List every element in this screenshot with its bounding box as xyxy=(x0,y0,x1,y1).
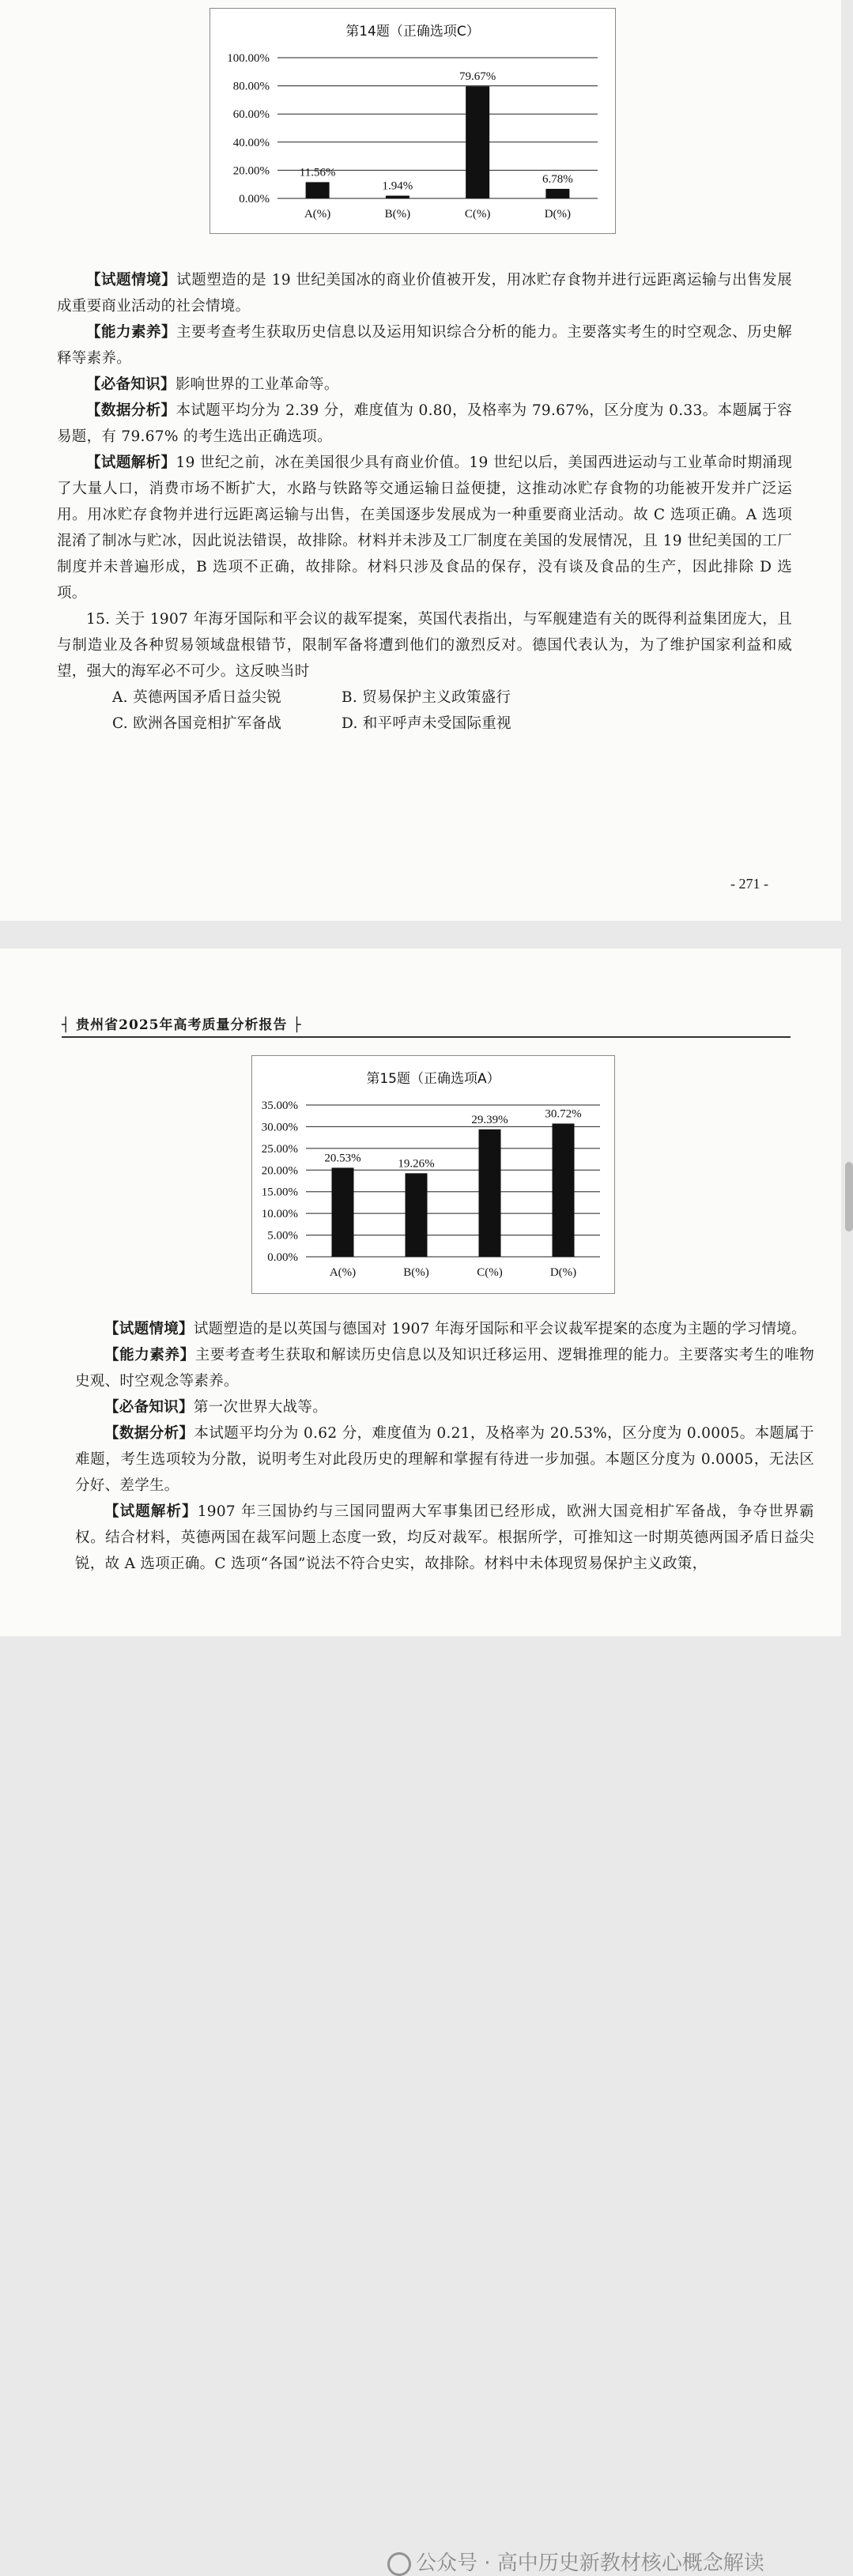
category-label: D(%) xyxy=(544,208,572,221)
y-tick-label: 0.00% xyxy=(239,193,270,206)
chart-svg xyxy=(252,1056,614,1293)
category-label: C(%) xyxy=(464,208,491,221)
paragraph-data-analysis xyxy=(75,1420,814,1499)
options-row xyxy=(112,711,792,737)
y-tick-label: 5.00% xyxy=(267,1229,298,1243)
section-tag: 【必备知识】 xyxy=(104,1399,194,1416)
category-label: A(%) xyxy=(304,208,331,221)
section-tag: 【能力素养】 xyxy=(86,324,177,341)
category-label: A(%) xyxy=(329,1266,357,1279)
question-15-bar-chart xyxy=(251,1055,615,1294)
category-label: D(%) xyxy=(549,1266,577,1279)
running-header xyxy=(62,1013,791,1037)
analysis-text-q14 xyxy=(57,267,792,737)
data-label: 29.39% xyxy=(471,1113,508,1126)
section-tag: 【试题情境】 xyxy=(104,1321,194,1337)
watermark xyxy=(387,2547,764,2576)
y-tick-label: 40.00% xyxy=(232,136,270,149)
section-text: 试题塑造的是 19 世纪美国冰的商业价值被开发，用冰贮存食物并进行远距离运输与出售发展成重要商业活动的社会情境。 xyxy=(57,272,792,315)
section-text: 本试题平均分为 2.39 分，难度值为 0.80，及格率为 79.67%，区分度为 0.33。本题属于容易题，有 79.67% 的考生选出正确选项。 xyxy=(57,402,792,445)
question-14-bar-chart xyxy=(209,8,616,234)
document-page-271 xyxy=(0,0,841,921)
y-tick-label: 15.00% xyxy=(261,1186,298,1199)
data-label: 30.72% xyxy=(545,1107,582,1121)
y-tick-label: 10.00% xyxy=(261,1208,298,1221)
y-tick-label: 35.00% xyxy=(261,1099,298,1112)
wechat-icon xyxy=(387,2552,411,2576)
question-15-options xyxy=(57,685,792,737)
section-tag: 【试题情境】 xyxy=(86,272,177,289)
paragraph-knowledge xyxy=(57,372,792,398)
options-row xyxy=(112,685,792,711)
category-label: B(%) xyxy=(384,208,411,221)
paragraph-knowledge xyxy=(75,1394,814,1420)
question-15-stem: 15. 关于 1907 年海牙国际和平会议的裁军提案，英国代表指出，与军舰建造有关的既得利益集团庞大，且与制造业及各种贸易领域盘根错节，限制军备将遭到他们的激烈反对。德国代表认为，为了维护国家利益和威望，强大的海军必不可少。这反映当时 xyxy=(57,611,792,680)
section-tag: 【必备知识】 xyxy=(86,376,176,393)
data-label: 19.26% xyxy=(398,1157,435,1171)
bar xyxy=(545,189,569,198)
section-text: 主要考查考生获取和解读历史信息以及知识迁移运用、逻辑推理的能力。主要落实考生的唯物史观、时空观念等素养。 xyxy=(75,1347,814,1390)
section-text: 1907 年三国协约与三国同盟两大军事集团已经形成，欧洲大国竞相扩军备战，争夺世界霸权。结合材料，英德两国在裁军问题上态度一致，均反对裁军。根据所学，可推知这一时期英德两国矛盾日益尖锐，故 A 选项正确。C 选项“各国”说法不符合史实，故排除。材料中未体现贸易保护主义政策， xyxy=(75,1503,814,1572)
y-tick-label: 100.00% xyxy=(227,52,270,65)
bar xyxy=(306,182,330,198)
data-label: 11.56% xyxy=(299,166,336,179)
bar xyxy=(553,1123,575,1257)
analysis-text-q15 xyxy=(75,1316,814,1577)
section-text: 主要考查考生获取历史信息以及运用知识综合分析的能力。主要落实考生的时空观念、历史解释等素养。 xyxy=(57,324,792,367)
section-tag: 【试题解析】 xyxy=(86,454,176,471)
bar xyxy=(386,196,410,198)
option-b: B. 贸易保护主义政策盛行 xyxy=(342,689,511,706)
y-tick-label: 25.00% xyxy=(261,1142,298,1156)
header-title-text: 贵州省2025年高考质量分析报告 xyxy=(76,1017,288,1033)
paragraph-scenario xyxy=(57,267,792,319)
paragraph-explanation xyxy=(57,450,792,606)
y-tick-label: 30.00% xyxy=(261,1121,298,1134)
section-tag: 【试题解析】 xyxy=(104,1503,198,1520)
chart-title: 第15题（正确选项A） xyxy=(366,1071,500,1087)
section-text: 试题塑造的是以英国与德国对 1907 年海牙国际和平会议裁军提案的态度为主题的学习情境。 xyxy=(193,1321,806,1337)
data-label: 79.67% xyxy=(459,70,496,84)
scrollbar-thumb[interactable] xyxy=(845,1162,853,1231)
section-tag: 【能力素养】 xyxy=(104,1347,195,1363)
y-tick-label: 20.00% xyxy=(261,1164,298,1178)
paragraph-scenario xyxy=(75,1316,814,1342)
paragraph-data-analysis xyxy=(57,398,792,450)
section-tag: 【数据分析】 xyxy=(86,402,176,419)
option-a: A. 英德两国矛盾日益尖锐 xyxy=(112,689,282,706)
bar xyxy=(466,86,489,198)
watermark-text: 公众号 · 高中历史新教材核心概念解读 xyxy=(416,2551,764,2575)
section-text: 19 世纪之前，冰在美国很少具有商业价值。19 世纪以后，美国西进运动与工业革命时期涌现了大量人口，消费市场不断扩大，水路与铁路等交通运输日益便捷，这推动冰贮存食物的功能被开发并广泛运用。用冰贮存食物并进行远距离运输与出售，在美国逐步发展成为一种重要商业活动。故 C 选项正确。A 选项混淆了制冰与贮冰，因此说法错误，故排除。材料并未涉及工厂制度在美国的发展情况，且 19 世纪美国的工厂制度并未普遍形成，B 选项不正确，故排除。材料只涉及食品的保存，没有谈及食品的生产，因此排除 D 选项。 xyxy=(57,454,793,602)
document-page-272 xyxy=(0,949,841,2575)
section-tag: 【数据分析】 xyxy=(104,1425,194,1442)
section-text: 第一次世界大战等。 xyxy=(193,1399,328,1416)
y-tick-label: 0.00% xyxy=(267,1251,298,1264)
bar xyxy=(479,1130,501,1257)
paragraph-ability xyxy=(75,1342,814,1394)
y-tick-label: 60.00% xyxy=(232,108,270,122)
section-text: 影响世界的工业革命等。 xyxy=(175,376,339,393)
paragraph-ability xyxy=(57,319,792,372)
data-label: 20.53% xyxy=(324,1152,361,1165)
data-label: 6.78% xyxy=(542,172,573,186)
y-tick-label: 80.00% xyxy=(232,80,270,93)
header-rule xyxy=(62,1036,791,1038)
category-label: C(%) xyxy=(477,1266,503,1279)
option-c: C. 欧洲各国竞相扩军备战 xyxy=(112,715,282,732)
paragraph-explanation xyxy=(75,1499,814,1577)
bar xyxy=(332,1167,354,1257)
chart-svg xyxy=(210,9,615,233)
page-number: - 271 - xyxy=(730,876,768,892)
section-text: 本试题平均分为 0.62 分，难度值为 0.21，及格率为 20.53%，区分度为 0.0005。本题属于难题，考生选项较为分散，说明考生对此段历史的理解和掌握有待进一步加强。本题区分度为 0.0005，无法区分好、差学生。 xyxy=(75,1425,814,1494)
option-d: D. 和平呼声未受国际重视 xyxy=(342,715,511,732)
data-label: 1.94% xyxy=(382,179,413,193)
header-title: ┤ 贵州省2025年高考质量分析报告 ├ xyxy=(62,1017,302,1033)
bar xyxy=(406,1173,428,1257)
category-label: B(%) xyxy=(403,1266,429,1279)
chart-title: 第14题（正确选项C） xyxy=(345,24,480,40)
y-tick-label: 20.00% xyxy=(232,164,270,178)
